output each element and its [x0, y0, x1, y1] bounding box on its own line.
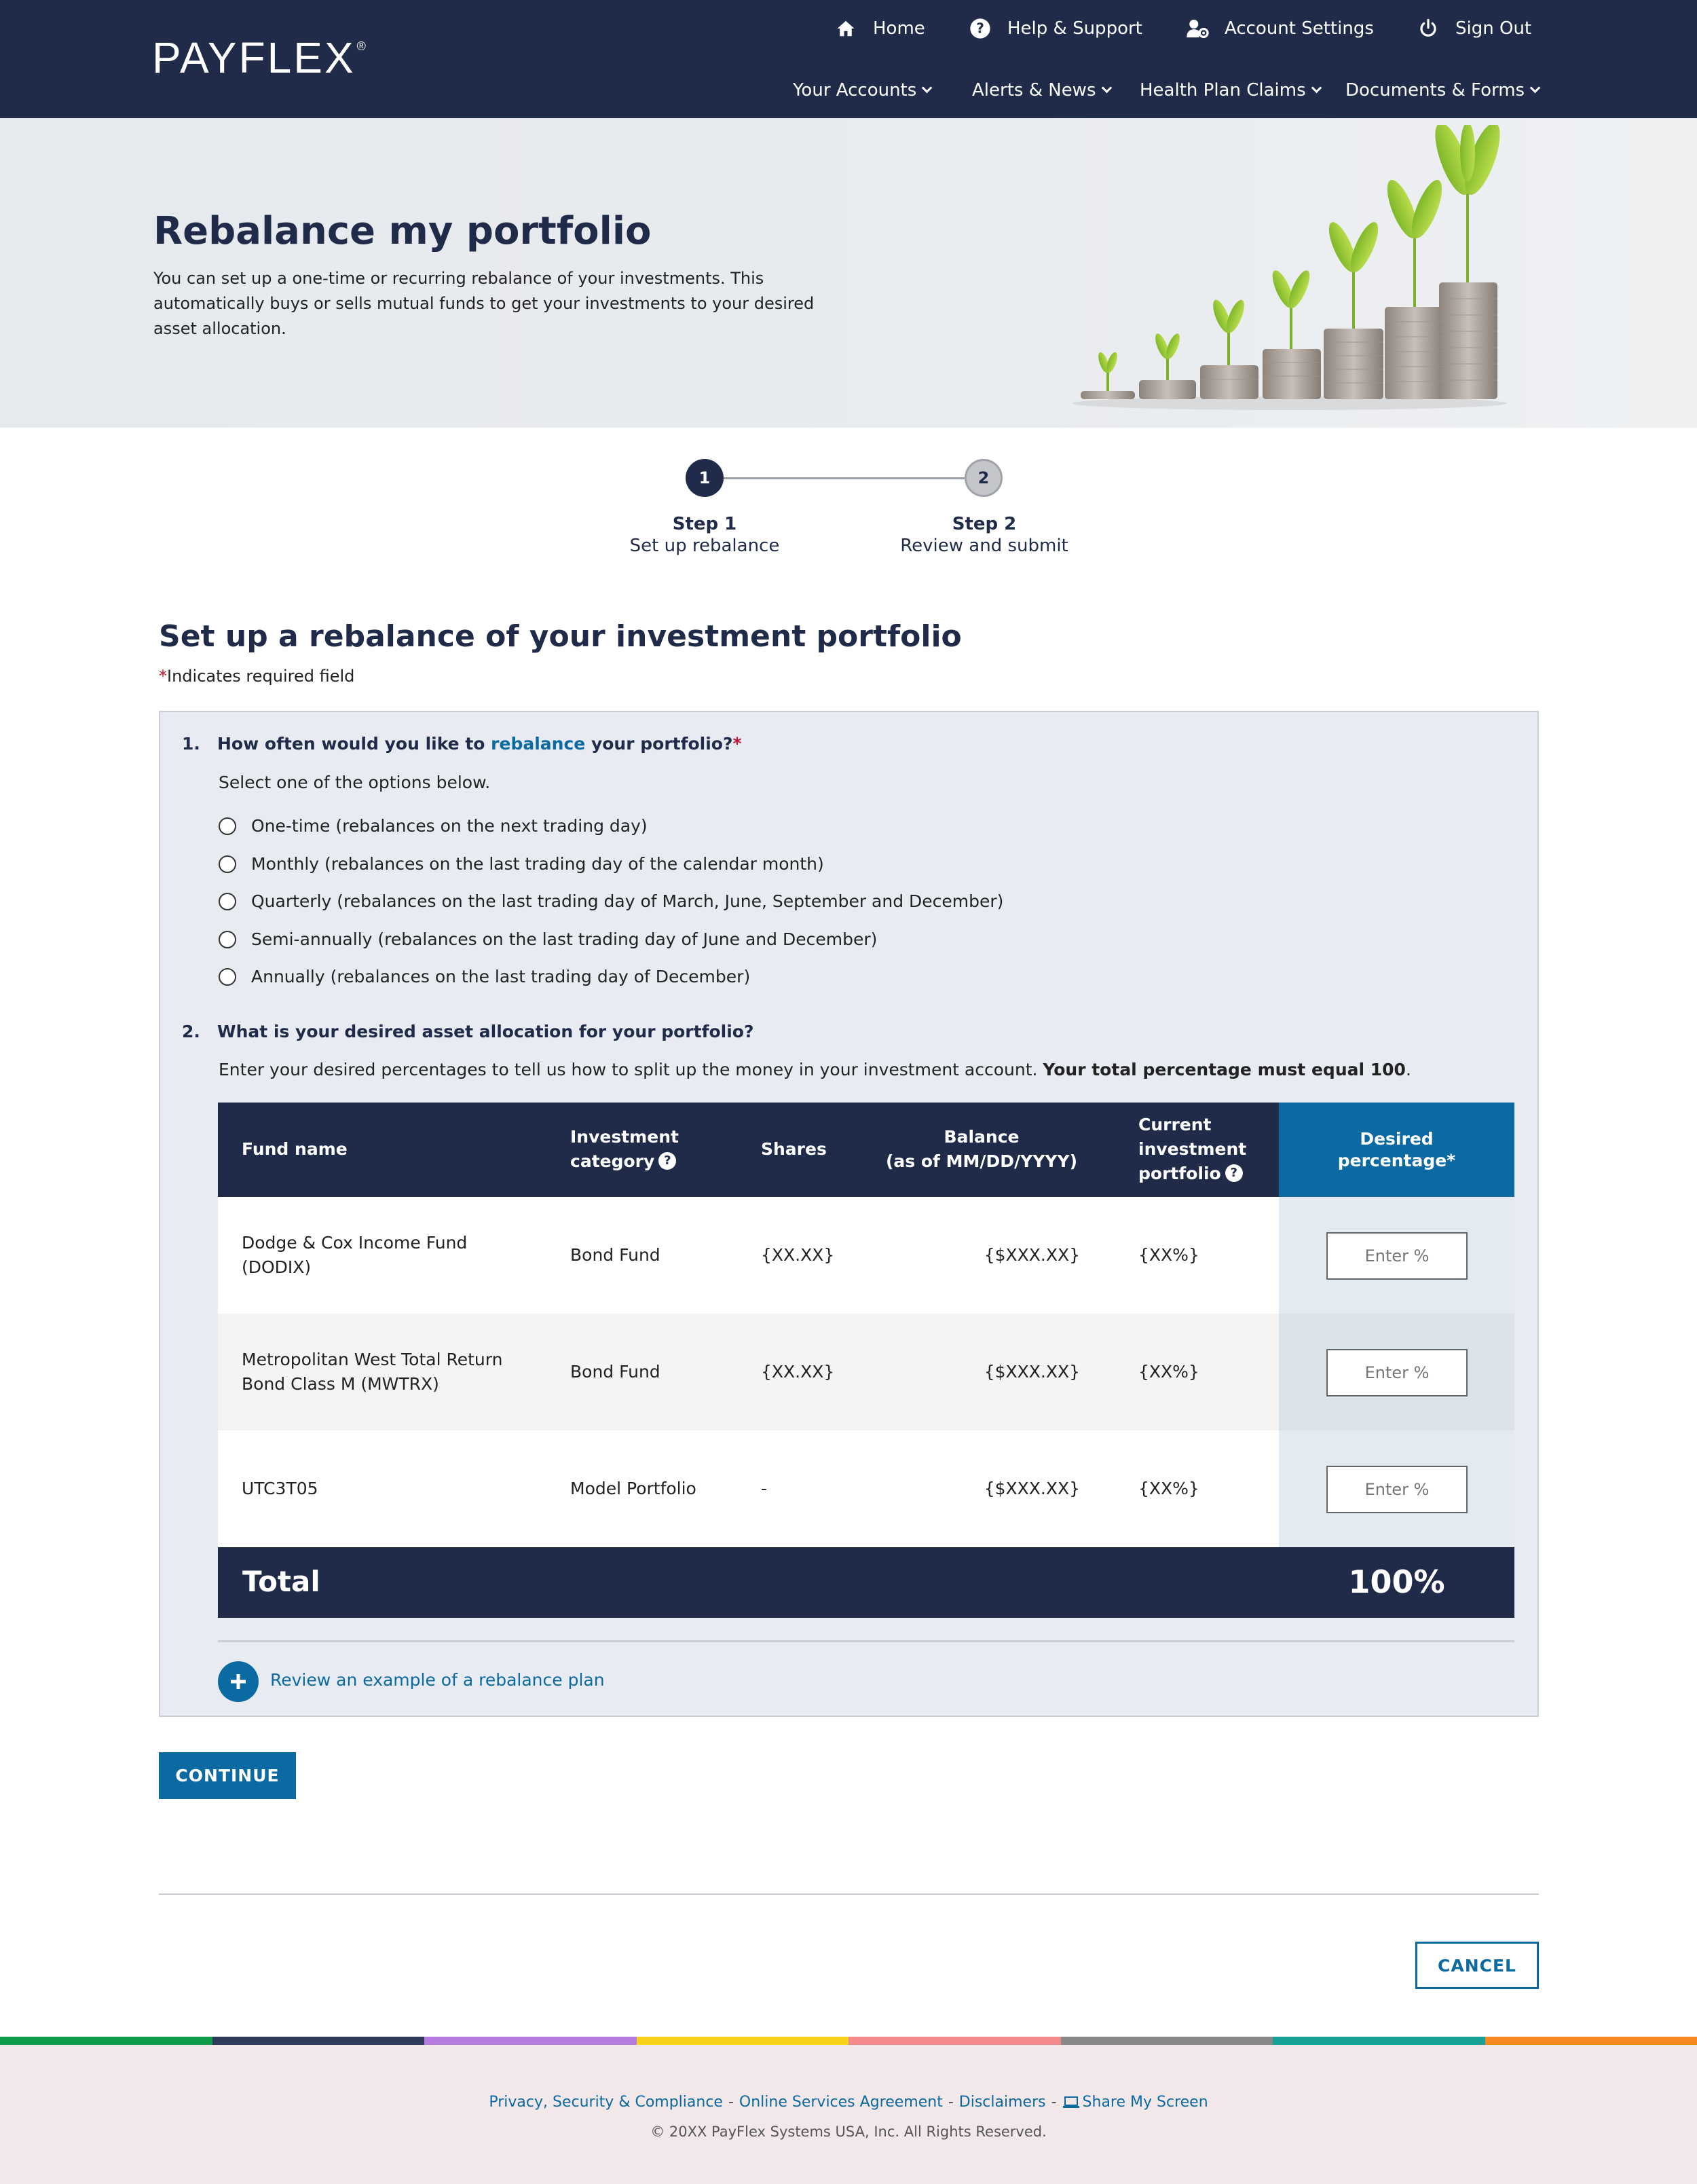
stepper-connector: [724, 477, 968, 479]
nav-account-settings[interactable]: Account Settings: [1185, 14, 1374, 43]
col-fund-name: Fund name: [242, 1139, 348, 1159]
question-2: 2. What is your desired asset allocation for your portfolio?: [182, 1022, 754, 1041]
radio-button[interactable]: [219, 855, 236, 873]
radio-button[interactable]: [219, 931, 236, 948]
radio-one-time[interactable]: One-time (rebalances on the next trading day): [219, 816, 648, 836]
disclaimers-link[interactable]: Disclaimers: [958, 2094, 1046, 2111]
nav-health-plan-claims[interactable]: Health Plan Claims: [1140, 80, 1320, 100]
desired-percentage-input[interactable]: [1326, 1349, 1468, 1396]
balance: {$XXX.XX}: [984, 1245, 1080, 1265]
privacy-link[interactable]: Privacy, Security & Compliance: [489, 2094, 723, 2111]
current-portfolio: {XX%}: [1138, 1479, 1199, 1498]
payflex-logo[interactable]: PAYFLEX ®: [152, 33, 368, 82]
radio-annually[interactable]: Annually (rebalances on the last trading day of December): [219, 967, 750, 986]
fund-name: Dodge & Cox Income Fund (DODIX): [242, 1233, 468, 1277]
radio-button[interactable]: [219, 817, 236, 835]
required-note: *Indicates required field: [159, 667, 355, 686]
total-label: Total: [242, 1565, 320, 1598]
hero-banner: [0, 118, 1697, 428]
chevron-down-icon: [1311, 82, 1322, 93]
share-screen-link[interactable]: Share My Screen: [1062, 2094, 1208, 2111]
current-portfolio-help-icon[interactable]: ?: [1225, 1164, 1243, 1182]
radio-monthly[interactable]: Monthly (rebalances on the last trading day of the calendar month): [219, 854, 824, 874]
site-footer: [0, 2045, 1697, 2184]
balance: {$XXX.XX}: [984, 1362, 1080, 1382]
footer-stripe-segment: [1273, 2037, 1485, 2045]
radio-button[interactable]: [219, 893, 236, 910]
question-2-helper: Enter your desired percentages to tell us how to split up the money in your investment account. Your total percentage must equal 100.: [219, 1060, 1411, 1079]
page-title: Rebalance my portfolio: [153, 209, 652, 253]
footer-stripe-segment: [637, 2037, 848, 2045]
nav-your-accounts[interactable]: Your Accounts: [793, 80, 931, 100]
current-portfolio: {XX%}: [1138, 1245, 1199, 1265]
site-header: [0, 0, 1697, 118]
continue-button[interactable]: CONTINUE: [159, 1752, 296, 1799]
cancel-button[interactable]: CANCEL: [1415, 1942, 1539, 1989]
table-header: [218, 1103, 1514, 1197]
radio-quarterly[interactable]: Quarterly (rebalances on the last trading day of March, June, September and December): [219, 891, 1003, 911]
nav-sign-out[interactable]: Sign Out: [1416, 14, 1531, 43]
table-row: [218, 1430, 1514, 1547]
nav-help-support[interactable]: ? Help & Support: [968, 14, 1142, 43]
investment-category: Model Portfolio: [570, 1479, 696, 1498]
step-1-label: Step 1 Set up rebalance: [629, 514, 780, 556]
growing-coins-illustration: [1066, 125, 1514, 410]
desired-percentage-input[interactable]: [1326, 1232, 1468, 1280]
footer-stripe-segment: [212, 2037, 424, 2045]
col-shares: Shares: [761, 1139, 827, 1159]
radio-button[interactable]: [219, 968, 236, 986]
fund-name: Metropolitan West Total Return Bond Class M (MWTRX): [242, 1350, 503, 1394]
footer-links: Privacy, Security & Compliance - Online Services Agreement - Disclaimers - Share My Screen: [489, 2094, 1208, 2111]
page-divider: [159, 1893, 1539, 1895]
footer-stripe-segment: [1485, 2037, 1697, 2045]
total-value: 100%: [1348, 1563, 1445, 1600]
help-icon: [968, 16, 992, 41]
nav-alerts-news[interactable]: Alerts & News: [972, 80, 1111, 100]
question-1-helper: Select one of the options below.: [219, 773, 491, 792]
desired-percentage-input[interactable]: [1326, 1466, 1468, 1513]
chevron-down-icon: [922, 82, 933, 93]
investment-category: Bond Fund: [570, 1362, 660, 1382]
nav-documents-forms[interactable]: Documents & Forms: [1345, 80, 1539, 100]
step-2-indicator: 2: [965, 459, 1003, 497]
footer-stripe-segment: [1061, 2037, 1273, 2045]
online-services-link[interactable]: Online Services Agreement: [739, 2094, 943, 2111]
radio-semi-annually[interactable]: Semi-annually (rebalances on the last trading day of June and December): [219, 929, 877, 949]
step-1-indicator: 1: [686, 459, 724, 497]
col-current-portfolio: Current investment portfolio ?: [1138, 1115, 1247, 1183]
page-description: You can set up a one-time or recurring rebalance of your investments. This automatically buys or sells mutual funds to get your investments to your desired asset allocation.: [153, 269, 815, 338]
form-title: Set up a rebalance of your investment portfolio: [159, 619, 962, 654]
chevron-down-icon: [1530, 82, 1541, 93]
col-investment-category: Investment category ?: [570, 1127, 679, 1171]
panel-divider: [218, 1640, 1514, 1642]
footer-stripe-segment: [0, 2037, 212, 2045]
power-icon: [1416, 16, 1440, 41]
desired-cell: [1279, 1430, 1514, 1547]
investment-category: Bond Fund: [570, 1245, 660, 1265]
footer-stripe-segment: [424, 2037, 637, 2045]
rebalance-definition-link[interactable]: rebalance: [491, 734, 586, 754]
desired-cell: [1279, 1197, 1514, 1314]
fund-name: UTC3T05: [242, 1479, 318, 1498]
category-help-icon[interactable]: ?: [658, 1152, 676, 1170]
step-2-label: Step 2 Review and submit: [900, 514, 1068, 556]
footer-stripe-segment: [848, 2037, 1061, 2045]
nav-home[interactable]: Home: [834, 14, 925, 43]
desired-cell: [1279, 1314, 1514, 1430]
account-settings-icon: [1185, 16, 1210, 41]
expand-plus-icon[interactable]: [218, 1661, 259, 1702]
home-icon: [834, 16, 858, 41]
copyright: © 20XX PayFlex Systems USA, Inc. All Rights Reserved.: [650, 2124, 1047, 2140]
review-example-link[interactable]: Review an example of a rebalance plan: [270, 1670, 605, 1690]
shares: {XX.XX}: [761, 1362, 835, 1382]
balance: {$XXX.XX}: [984, 1479, 1080, 1498]
total-row: [218, 1547, 1514, 1618]
shares: -: [761, 1479, 768, 1498]
shares: {XX.XX}: [761, 1245, 835, 1265]
col-desired-percentage: Desired percentage*: [1279, 1103, 1514, 1197]
chevron-down-icon: [1101, 82, 1112, 93]
current-portfolio: {XX%}: [1138, 1362, 1199, 1382]
svg-text:?: ?: [976, 20, 984, 37]
table-row: [218, 1197, 1514, 1314]
question-1: 1. How often would you like to rebalance your portfolio?*: [182, 734, 742, 754]
col-balance: Balance (as of MM/DD/YYYY): [886, 1127, 1077, 1171]
laptop-icon: [1062, 2096, 1080, 2109]
table-row: [218, 1314, 1514, 1430]
